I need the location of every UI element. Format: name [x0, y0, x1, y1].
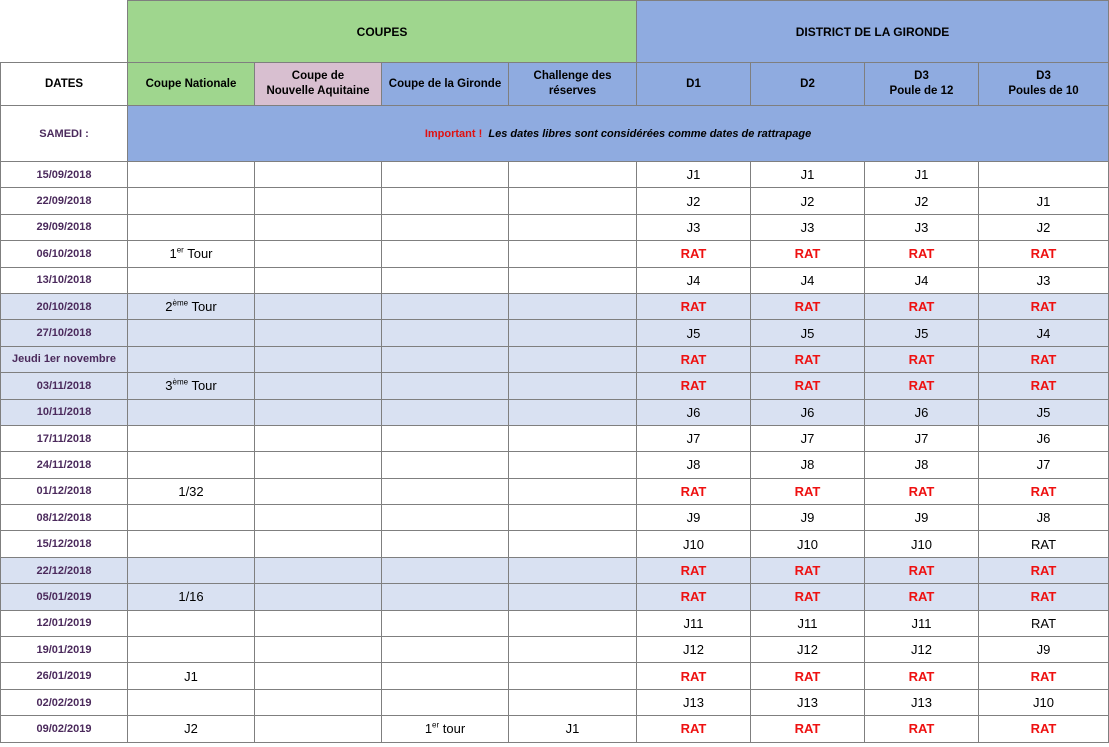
date-cell: 10/11/2018	[1, 399, 128, 425]
d3a-line1: D3	[914, 70, 929, 82]
column-header-row	[1, 63, 1109, 106]
d2-cell: J11	[751, 610, 865, 636]
coupe-gironde-cell	[382, 505, 509, 531]
d2-cell: J7	[751, 425, 865, 451]
d3a-cell: J4	[865, 267, 979, 293]
table-row	[1, 373, 1109, 399]
d1-cell: RAT	[637, 584, 751, 610]
d2-cell: J2	[751, 188, 865, 214]
d3a-cell: J1	[865, 162, 979, 188]
coupe-nationale-cell	[128, 637, 255, 663]
coupe-nationale-cell-suffix: Tour	[188, 299, 217, 315]
date-cell: 06/10/2018	[1, 241, 128, 267]
coupe-gironde-cell	[382, 188, 509, 214]
coupe-na-cell	[255, 478, 382, 504]
challenge-cell	[509, 241, 637, 267]
coupe-gironde-cell	[382, 610, 509, 636]
d2-cell: J12	[751, 637, 865, 663]
d3b-cell: J7	[979, 452, 1109, 478]
table-row	[1, 241, 1109, 267]
d1-cell: RAT	[637, 557, 751, 583]
d3b-cell: RAT	[979, 531, 1109, 557]
challenge-cell	[509, 425, 637, 451]
d3b-cell: J10	[979, 689, 1109, 715]
challenge-reserves-header	[509, 63, 637, 106]
coupe-nationale-cell	[128, 716, 255, 742]
coupe-gironde-cell	[382, 716, 509, 742]
important-text: Les dates libres sont considérées comme dates de rattrapage	[488, 127, 812, 140]
coupe-nationale-cell-suffix: Tour	[188, 378, 217, 394]
date-cell: 19/01/2019	[1, 637, 128, 663]
d3b-cell: RAT	[979, 716, 1109, 742]
challenge-cell	[509, 610, 637, 636]
d1-cell: J12	[637, 637, 751, 663]
d3a-cell: RAT	[865, 241, 979, 267]
d1-cell: J11	[637, 610, 751, 636]
coupe-na-cell	[255, 214, 382, 240]
coupe-nationale-cell	[128, 214, 255, 240]
coupe-nationale-cell-text: 2	[165, 299, 173, 315]
d1-cell: RAT	[637, 373, 751, 399]
coupe-nationale-cell	[128, 188, 255, 214]
d1-cell: RAT	[637, 716, 751, 742]
coupe-nationale-cell-text: 3	[165, 378, 173, 394]
d1-cell: J8	[637, 452, 751, 478]
challenge-cell	[509, 188, 637, 214]
d3b-cell: RAT	[979, 293, 1109, 319]
table-row	[1, 689, 1109, 715]
date-cell: 15/12/2018	[1, 531, 128, 557]
coupe-nationale-cell	[128, 399, 255, 425]
coupe-nationale-cell-text: 1	[169, 246, 177, 262]
coupe-nationale-cell	[128, 346, 255, 372]
coupe-gironde-cell	[382, 452, 509, 478]
d2-cell: J13	[751, 689, 865, 715]
coupe-nationale-cell	[128, 241, 255, 267]
coupe-gironde-cell	[382, 293, 509, 319]
coupe-na-cell	[255, 610, 382, 636]
d3a-cell: RAT	[865, 663, 979, 689]
table-row	[1, 531, 1109, 557]
d1-cell: J5	[637, 320, 751, 346]
date-cell: 22/12/2018	[1, 557, 128, 583]
coupe-na-cell	[255, 320, 382, 346]
table-row	[1, 214, 1109, 240]
date-cell: 26/01/2019	[1, 663, 128, 689]
d2-cell: RAT	[751, 373, 865, 399]
table-row	[1, 452, 1109, 478]
coupe-nationale-cell	[128, 689, 255, 715]
challenge-cell	[509, 689, 637, 715]
date-cell: 12/01/2019	[1, 610, 128, 636]
coupe-gironde-cell-text: 1	[424, 721, 433, 737]
d3b-cell: J2	[979, 214, 1109, 240]
d3a-cell: RAT	[865, 293, 979, 319]
coupe-nationale-cell	[128, 293, 255, 319]
table-row	[1, 610, 1109, 636]
coupe-nationale-cell-text: 1/32	[178, 483, 204, 499]
date-cell: 15/09/2018	[1, 162, 128, 188]
d3b-cell: RAT	[979, 663, 1109, 689]
d3b-cell: RAT	[979, 610, 1109, 636]
d3a-cell: RAT	[865, 716, 979, 742]
d2-cell: J8	[751, 452, 865, 478]
date-cell: 17/11/2018	[1, 425, 128, 451]
d3a-cell: RAT	[865, 373, 979, 399]
d2-cell: J10	[751, 531, 865, 557]
coupe-nouvelle-aquitaine-header	[255, 63, 382, 106]
coupe-na-cell	[255, 716, 382, 742]
group-header-row	[1, 1, 1109, 63]
d1-cell: RAT	[637, 293, 751, 319]
date-cell: 05/01/2019	[1, 584, 128, 610]
challenge-cell	[509, 557, 637, 583]
table-row	[1, 188, 1109, 214]
d1-cell: J7	[637, 425, 751, 451]
d3b-line2: Poules de 10	[1008, 85, 1079, 97]
d3b-cell: RAT	[979, 478, 1109, 504]
coupe-gironde-cell	[382, 689, 509, 715]
coupe-nationale-cell	[128, 320, 255, 346]
coupe-gironde-cell	[382, 241, 509, 267]
date-cell: Jeudi 1er novembre	[1, 346, 128, 372]
d1-cell: RAT	[637, 663, 751, 689]
d3b-cell: J4	[979, 320, 1109, 346]
d3-poules-10-header	[979, 63, 1109, 106]
d1-cell: J3	[637, 214, 751, 240]
coupe-gironde-cell	[382, 531, 509, 557]
coupe-na-cell	[255, 452, 382, 478]
d2-cell: RAT	[751, 478, 865, 504]
date-cell: 20/10/2018	[1, 293, 128, 319]
d2-cell: RAT	[751, 557, 865, 583]
coupe-na-cell	[255, 241, 382, 267]
d3a-cell: J11	[865, 610, 979, 636]
d2-cell: J9	[751, 505, 865, 531]
coupe-gironde-cell	[382, 373, 509, 399]
challenge-cell	[509, 452, 637, 478]
date-cell: 02/02/2019	[1, 689, 128, 715]
coupe-gironde-cell	[382, 399, 509, 425]
challenge-cell	[509, 663, 637, 689]
table-row	[1, 399, 1109, 425]
coupe-na-cell	[255, 531, 382, 557]
coupe-na-cell	[255, 637, 382, 663]
d2-cell: RAT	[751, 241, 865, 267]
challenge-cell	[509, 346, 637, 372]
corner-cell	[1, 1, 128, 63]
coupe-gironde-header: Coupe de la Gironde	[382, 63, 509, 106]
d3b-cell: RAT	[979, 557, 1109, 583]
d3b-cell: RAT	[979, 584, 1109, 610]
challenge-cell	[509, 373, 637, 399]
coupe-gironde-cell-sup: er	[432, 721, 440, 731]
d3a-cell: J6	[865, 399, 979, 425]
date-cell: 24/11/2018	[1, 452, 128, 478]
table-row	[1, 346, 1109, 372]
d2-cell: RAT	[751, 346, 865, 372]
challenge-cell	[509, 267, 637, 293]
d3b-cell: J1	[979, 188, 1109, 214]
d2-cell: J3	[751, 214, 865, 240]
d1-cell: J13	[637, 689, 751, 715]
d2-cell: RAT	[751, 716, 865, 742]
coupe-na-cell	[255, 346, 382, 372]
date-cell: 22/09/2018	[1, 188, 128, 214]
coupe-gironde-cell	[382, 584, 509, 610]
d3a-cell: J12	[865, 637, 979, 663]
important-note	[128, 106, 1109, 162]
challenge-cell	[509, 531, 637, 557]
table-row	[1, 505, 1109, 531]
d3a-cell: RAT	[865, 584, 979, 610]
coupe-nationale-cell	[128, 452, 255, 478]
coupe-gironde-cell	[382, 478, 509, 504]
d3b-cell: J6	[979, 425, 1109, 451]
coupe-gironde-cell	[382, 267, 509, 293]
coupe-nationale-cell	[128, 557, 255, 583]
table-row	[1, 162, 1109, 188]
table-row	[1, 425, 1109, 451]
date-cell: 13/10/2018	[1, 267, 128, 293]
d1-cell: RAT	[637, 241, 751, 267]
challenge-cell	[509, 637, 637, 663]
coupe-nationale-cell-sup: ème	[172, 377, 189, 387]
coupe-na-cell	[255, 162, 382, 188]
d1-cell: J2	[637, 188, 751, 214]
coupe-nationale-header: Coupe Nationale	[128, 63, 255, 106]
table-row	[1, 663, 1109, 689]
coupe-nationale-cell	[128, 663, 255, 689]
d2-header: D2	[751, 63, 865, 106]
d2-cell: J1	[751, 162, 865, 188]
d1-cell: J6	[637, 399, 751, 425]
coupe-nationale-cell	[128, 531, 255, 557]
d1-header: D1	[637, 63, 751, 106]
d2-cell: RAT	[751, 663, 865, 689]
coupe-na-cell	[255, 689, 382, 715]
coupe-nationale-cell	[128, 584, 255, 610]
d3a-cell: RAT	[865, 346, 979, 372]
d2-cell: J5	[751, 320, 865, 346]
table-row	[1, 584, 1109, 610]
coupe-na-cell	[255, 373, 382, 399]
d3a-cell: J3	[865, 214, 979, 240]
coupe-na-cell	[255, 557, 382, 583]
d1-cell: J1	[637, 162, 751, 188]
date-cell: 03/11/2018	[1, 373, 128, 399]
d3b-cell: RAT	[979, 373, 1109, 399]
coupe-na-cell	[255, 505, 382, 531]
d3a-cell: RAT	[865, 557, 979, 583]
table-row	[1, 637, 1109, 663]
d1-cell: RAT	[637, 346, 751, 372]
coupe-nationale-cell	[128, 478, 255, 504]
coupe-na-cell	[255, 293, 382, 319]
table-row	[1, 557, 1109, 583]
d3a-cell: J2	[865, 188, 979, 214]
coupe-na-line2: Nouvelle Aquitaine	[266, 85, 370, 97]
coupe-gironde-cell	[382, 346, 509, 372]
important-label: Important !	[424, 127, 483, 140]
d3b-cell: J9	[979, 637, 1109, 663]
coupe-gironde-cell	[382, 162, 509, 188]
coupe-nationale-cell-sup: ème	[172, 298, 189, 308]
samedi-label: SAMEDI :	[1, 106, 128, 162]
coupe-na-cell	[255, 188, 382, 214]
coupe-na-cell	[255, 584, 382, 610]
coupes-group-header: COUPES	[128, 1, 637, 63]
d3b-cell: RAT	[979, 241, 1109, 267]
d3a-line2: Poule de 12	[889, 85, 954, 97]
date-cell: 27/10/2018	[1, 320, 128, 346]
d3b-cell	[979, 162, 1109, 188]
d1-cell: RAT	[637, 478, 751, 504]
d3a-cell: J13	[865, 689, 979, 715]
d2-cell: J6	[751, 399, 865, 425]
date-cell: 09/02/2019	[1, 716, 128, 742]
challenge-cell	[509, 293, 637, 319]
challenge-cell: J1	[509, 716, 637, 742]
d3b-line1: D3	[1036, 70, 1051, 82]
d2-cell: RAT	[751, 293, 865, 319]
coupe-na-line1: Coupe de	[291, 70, 345, 82]
d2-cell: RAT	[751, 584, 865, 610]
dates-header: DATES	[1, 63, 128, 106]
d1-cell: J9	[637, 505, 751, 531]
important-row	[1, 106, 1109, 162]
coupe-gironde-cell	[382, 425, 509, 451]
coupe-nationale-cell-suffix: Tour	[183, 246, 213, 262]
date-cell: 01/12/2018	[1, 478, 128, 504]
coupe-nationale-cell	[128, 267, 255, 293]
coupe-na-cell	[255, 267, 382, 293]
challenge-cell	[509, 399, 637, 425]
d3b-cell: J8	[979, 505, 1109, 531]
coupe-gironde-cell	[382, 557, 509, 583]
challenge-cell	[509, 584, 637, 610]
table-row	[1, 716, 1109, 742]
date-cell: 29/09/2018	[1, 214, 128, 240]
coupe-na-cell	[255, 399, 382, 425]
coupe-gironde-cell	[382, 320, 509, 346]
d1-cell: J4	[637, 267, 751, 293]
challenge-line1: Challenge des	[533, 70, 612, 82]
coupe-gironde-cell	[382, 214, 509, 240]
d3-poule-12-header	[865, 63, 979, 106]
d3a-cell: J9	[865, 505, 979, 531]
d2-cell: J4	[751, 267, 865, 293]
d3b-cell: J3	[979, 267, 1109, 293]
challenge-cell	[509, 505, 637, 531]
challenge-cell	[509, 214, 637, 240]
d3a-cell: J10	[865, 531, 979, 557]
coupe-nationale-cell	[128, 610, 255, 636]
challenge-cell	[509, 162, 637, 188]
coupe-gironde-cell	[382, 637, 509, 663]
district-group-header: DISTRICT DE LA GIRONDE	[637, 1, 1109, 63]
coupe-nationale-cell	[128, 505, 255, 531]
coupe-nationale-cell-sup: er	[176, 246, 184, 256]
challenge-cell	[509, 478, 637, 504]
coupe-na-cell	[255, 663, 382, 689]
d3b-cell: J5	[979, 399, 1109, 425]
coupe-gironde-cell	[382, 663, 509, 689]
d3a-cell: RAT	[865, 478, 979, 504]
date-cell: 08/12/2018	[1, 505, 128, 531]
table-row	[1, 478, 1109, 504]
coupe-gironde-cell-suffix: tour	[439, 721, 466, 737]
d3a-cell: J7	[865, 425, 979, 451]
table-row	[1, 293, 1109, 319]
d3a-cell: J5	[865, 320, 979, 346]
coupe-nationale-cell-text: J1	[184, 668, 198, 684]
challenge-line2: réserves	[548, 85, 597, 97]
coupe-na-cell	[255, 425, 382, 451]
coupe-nationale-cell	[128, 373, 255, 399]
coupe-nationale-cell-text: J2	[184, 721, 198, 737]
coupe-nationale-cell	[128, 425, 255, 451]
table-row	[1, 267, 1109, 293]
d3b-cell: RAT	[979, 346, 1109, 372]
coupe-nationale-cell-text: 1/16	[178, 589, 204, 605]
challenge-cell	[509, 320, 637, 346]
d1-cell: J10	[637, 531, 751, 557]
coupe-nationale-cell	[128, 162, 255, 188]
table-row	[1, 320, 1109, 346]
d3a-cell: J8	[865, 452, 979, 478]
